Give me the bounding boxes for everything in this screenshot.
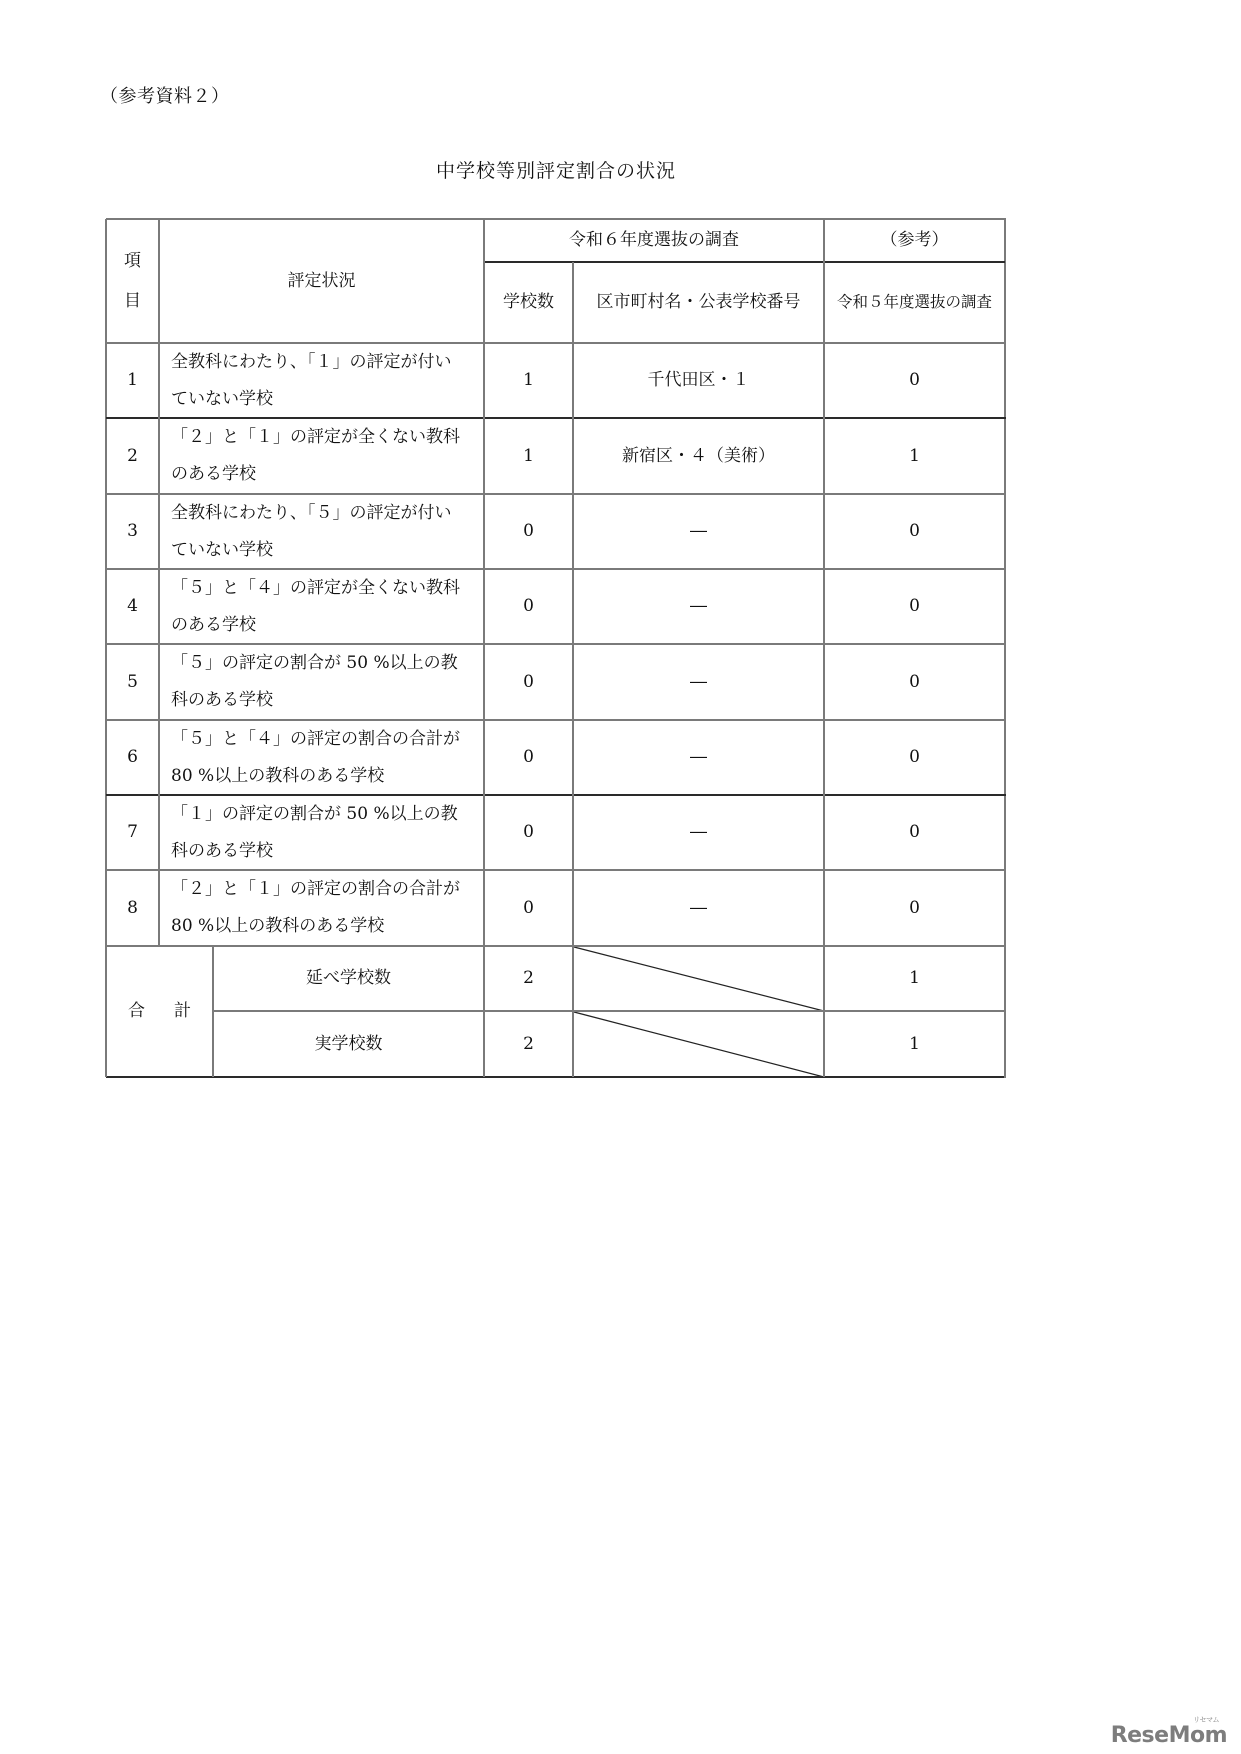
total-actual-r5: 1 <box>909 1033 920 1054</box>
row-school-count: 0 <box>523 822 534 843</box>
header-survey-r5: 令和５年度選抜の調査 <box>836 293 992 312</box>
row-municipality: ― <box>690 747 707 768</box>
row-r5-value: 0 <box>909 747 920 768</box>
row-description-line-1: 「２」と「１」の評定の割合の合計が <box>171 879 460 899</box>
reference-label: （参考資料２） <box>100 86 230 107</box>
header-school-count: 学校数 <box>503 292 554 313</box>
total-cumulative-r5: 1 <box>909 968 920 989</box>
row-description-line-1: 「２」と「１」の評定が全くない教科 <box>171 427 460 447</box>
row-description-line-1: 「５」と「４」の評定が全くない教科 <box>171 577 460 598</box>
header-item-char-1: 項 <box>124 250 141 271</box>
row-number: 7 <box>127 822 138 843</box>
row-description-line-1: 「１」の評定の割合が 50 %以上の教 <box>171 803 458 824</box>
row-r5-value: 1 <box>909 445 920 466</box>
row-description-line-2: 80 %以上の教科のある学校 <box>171 916 385 936</box>
row-description-text <box>171 721 460 795</box>
row-r5-value: 0 <box>909 822 920 843</box>
row-r5-value: 0 <box>909 897 920 918</box>
row-description <box>159 795 484 870</box>
row-municipality: ― <box>690 822 707 843</box>
row-description-line-2: 科のある学校 <box>171 840 273 861</box>
row-description-line-1: 「５」と「４」の評定の割合の合計が <box>171 728 460 749</box>
row-municipality: 千代田区・１ <box>647 370 750 391</box>
table-rule-horizontal <box>106 794 1006 796</box>
row-description-text <box>171 645 458 719</box>
row-description <box>159 569 484 644</box>
row-school-count: 0 <box>523 747 534 768</box>
row-municipality: ― <box>690 596 707 617</box>
row-description <box>159 720 484 795</box>
total-actual-label: 実学校数 <box>314 1033 383 1054</box>
row-description <box>159 494 484 569</box>
table-rule-horizontal <box>106 945 1006 947</box>
table-rule-horizontal <box>106 493 1006 495</box>
row-r5-value: 0 <box>909 370 920 391</box>
total-cumulative-label: 延べ学校数 <box>306 968 391 989</box>
row-school-count: 0 <box>523 897 534 918</box>
row-number: 2 <box>127 445 138 466</box>
table-rule-horizontal <box>106 1076 1006 1078</box>
document-title: 中学校等別評定割合の状況 <box>435 160 676 182</box>
table-rule-horizontal <box>106 218 1006 220</box>
table-rule-horizontal <box>213 1010 1006 1012</box>
table-rule-horizontal <box>106 417 1006 419</box>
table-rule-horizontal <box>106 342 1006 344</box>
header-municipality: 区市町村名・公表学校番号 <box>596 292 801 313</box>
row-description-line-2: ていない学校 <box>171 388 273 409</box>
row-r5-value: 0 <box>909 596 920 617</box>
row-description-text <box>171 796 458 870</box>
header-survey-r6: 令和６年度選抜の調査 <box>569 230 739 251</box>
diagonal-slash-cumulative <box>573 946 824 1011</box>
row-number: 8 <box>127 897 138 918</box>
table-rule-horizontal <box>106 719 1006 721</box>
total-actual-count: 2 <box>523 1033 534 1054</box>
table-rule-vertical <box>483 219 485 1077</box>
row-description-line-2: のある学校 <box>171 464 256 484</box>
row-number: 6 <box>127 747 138 768</box>
row-school-count: 0 <box>523 671 534 692</box>
table-rule-vertical <box>1004 219 1006 1078</box>
row-r5-value: 0 <box>909 671 920 692</box>
row-number: 4 <box>127 596 138 617</box>
row-number: 1 <box>127 370 138 391</box>
watermark-text: ReseMom <box>1110 1723 1227 1748</box>
evaluation-status-table <box>106 219 1005 1077</box>
row-description-line-2: のある学校 <box>171 614 256 635</box>
row-description <box>159 644 484 720</box>
row-municipality: ― <box>690 897 707 918</box>
row-school-count: 1 <box>523 370 534 391</box>
row-description-text <box>171 495 452 569</box>
row-school-count: 0 <box>523 596 534 617</box>
table-rule-horizontal <box>106 869 1006 871</box>
table-rule-vertical <box>572 262 574 1077</box>
table-rule-horizontal <box>484 261 1005 263</box>
row-description-text <box>171 419 460 493</box>
header-item-char-2: 目 <box>124 291 141 311</box>
totals-label-char-2: 計 <box>174 1001 191 1022</box>
table-rule-vertical <box>823 219 825 1077</box>
row-municipality: ― <box>690 671 707 692</box>
total-cumulative-count: 2 <box>523 968 534 989</box>
row-description-text <box>171 570 460 644</box>
table-rule-vertical <box>212 946 214 1077</box>
row-description-line-2: ていない学校 <box>171 539 273 560</box>
row-description-line-1: 「５」の評定の割合が 50 %以上の教 <box>171 653 458 673</box>
table-rule-horizontal <box>106 568 1006 570</box>
row-municipality: ― <box>690 521 707 542</box>
table-rule-horizontal <box>106 643 1006 645</box>
table-rule-vertical <box>158 219 160 946</box>
row-description-line-2: 科のある学校 <box>171 690 273 710</box>
row-description <box>159 418 484 494</box>
header-item <box>106 219 159 343</box>
row-number: 5 <box>127 671 138 692</box>
resemom-watermark-logo <box>1110 1716 1227 1748</box>
header-reference: （参考） <box>880 230 949 251</box>
row-school-count: 0 <box>523 521 534 542</box>
watermark-kana: リセマム <box>1193 1716 1219 1724</box>
row-description-line-1: 全教科にわたり、「１」の評定が付い <box>171 351 452 372</box>
row-r5-value: 0 <box>909 521 920 542</box>
header-status: 評定状況 <box>287 270 356 291</box>
row-description-line-1: 全教科にわたり、「５」の評定が付い <box>171 502 452 523</box>
diagonal-slash-actual <box>573 1011 824 1077</box>
row-description <box>159 343 484 418</box>
totals-label <box>106 946 213 1077</box>
row-school-count: 1 <box>523 445 534 466</box>
row-description-text <box>171 871 460 945</box>
row-municipality: 新宿区・４（美術） <box>622 445 775 466</box>
row-description <box>159 870 484 946</box>
row-description-line-2: 80 %以上の教科のある学校 <box>171 765 385 786</box>
row-number: 3 <box>127 521 138 542</box>
table-rule-vertical <box>105 219 107 1077</box>
totals-label-char-1: 合 <box>128 1001 145 1022</box>
row-description-text <box>171 344 452 418</box>
